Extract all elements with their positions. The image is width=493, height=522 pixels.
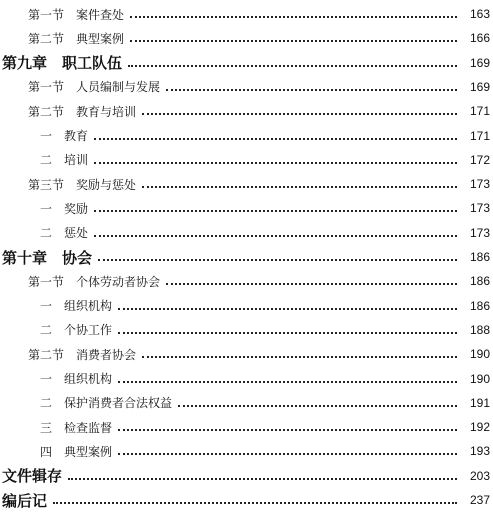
toc-entry-title: 三 检查监督 (40, 420, 113, 435)
dot-leader (118, 308, 457, 310)
toc-entry-title: 第一节 案件查处 (28, 7, 125, 22)
toc-page-number: 166 (469, 31, 490, 46)
dot-leader (94, 210, 457, 212)
toc-section-entry (0, 4, 493, 24)
toc-section-entry (0, 28, 493, 48)
dot-leader (166, 283, 457, 285)
toc-entry-title: 第一节 人员编制与发展 (28, 80, 161, 95)
toc-entry-title: 一 组织机构 (40, 372, 113, 386)
dot-leader (94, 138, 457, 140)
dot-leader (68, 478, 457, 480)
toc-page-number: 171 (469, 104, 490, 119)
toc-entry-title: 第二节 典型案例 (28, 31, 125, 46)
toc-page-number: 186 (469, 274, 490, 289)
toc-section-entry (0, 271, 493, 291)
dot-leader (142, 113, 457, 115)
toc-page-number: 172 (469, 152, 490, 167)
toc-entry-title: 一 奖励 (40, 201, 89, 216)
toc-entry-title: 四 典型案例 (40, 444, 113, 459)
toc-page-number: 191 (469, 395, 490, 410)
dot-leader (178, 405, 457, 407)
toc-entry-title: 一 组织机构 (40, 299, 113, 314)
toc-entry-title: 二 个协工作 (40, 323, 113, 338)
toc-page-number: 193 (469, 444, 490, 459)
toc-page-number: 173 (469, 201, 490, 216)
toc-subsection-entry (0, 126, 493, 146)
dot-leader (128, 65, 457, 67)
dot-leader (94, 235, 457, 237)
toc-entry-title: 文件辑存 (2, 467, 63, 486)
dot-leader (118, 332, 457, 334)
toc-entry-title: 编后记 (2, 491, 48, 510)
toc-entry-title: 第二节 教育与培训 (28, 104, 137, 119)
toc-chapter-entry (0, 53, 493, 73)
toc-subsection-entry (0, 150, 493, 170)
toc-page-number: 237 (469, 493, 490, 507)
dot-leader (166, 89, 457, 91)
toc-subsection-entry (0, 296, 493, 316)
toc-page-number: 190 (469, 347, 490, 362)
toc-chapter-entry (0, 466, 493, 486)
toc-entry-title: 第十章 协会 (2, 248, 93, 267)
toc-page-number: 171 (469, 128, 490, 143)
toc-entry-title: 二 保护消费者合法权益 (40, 396, 173, 411)
toc-chapter-entry (0, 247, 493, 267)
dot-leader (94, 162, 457, 164)
toc-section-entry (0, 101, 493, 121)
toc-page-number: 188 (469, 322, 490, 337)
toc-subsection-entry (0, 369, 493, 389)
toc-page-number: 173 (469, 225, 490, 240)
dot-leader (130, 16, 457, 18)
toc-page-number: 169 (469, 55, 490, 70)
dot-leader (142, 356, 457, 358)
toc-subsection-entry (0, 198, 493, 218)
toc-subsection-entry (0, 441, 493, 461)
toc-page-number: 169 (469, 79, 490, 94)
toc-page-number: 190 (469, 371, 490, 386)
toc-section-entry (0, 344, 493, 364)
toc-entry-title: 二 培训 (40, 153, 89, 168)
dot-leader (118, 453, 457, 455)
toc-page-number: 192 (469, 420, 490, 435)
toc-section-entry (0, 77, 493, 97)
dot-leader (98, 259, 457, 261)
toc-page-number: 186 (469, 298, 490, 313)
toc-page-number: 173 (469, 177, 490, 192)
toc-entry-title: 第一节 个体劳动者协会 (28, 274, 161, 289)
toc-page-number: 203 (469, 468, 490, 483)
toc-subsection-entry (0, 223, 493, 243)
toc-chapter-entry (0, 490, 493, 510)
toc-page-number: 186 (469, 250, 490, 264)
dot-leader (118, 429, 457, 431)
dot-leader (130, 40, 457, 42)
dot-leader (142, 186, 457, 188)
toc-subsection-entry (0, 320, 493, 340)
toc-page-number: 163 (469, 7, 490, 21)
toc-entry-title: 第三节 奖励与惩处 (28, 177, 137, 192)
toc-subsection-entry (0, 393, 493, 413)
dot-leader (53, 502, 457, 504)
dot-leader (118, 381, 457, 383)
toc-section-entry (0, 174, 493, 194)
toc-subsection-entry (0, 417, 493, 437)
toc-entry-title: 二 惩处 (40, 226, 89, 241)
toc-entry-title: 一 教育 (40, 129, 89, 143)
toc-entry-title: 第二节 消费者协会 (28, 347, 137, 362)
toc-entry-title: 第九章 职工队伍 (2, 54, 123, 73)
